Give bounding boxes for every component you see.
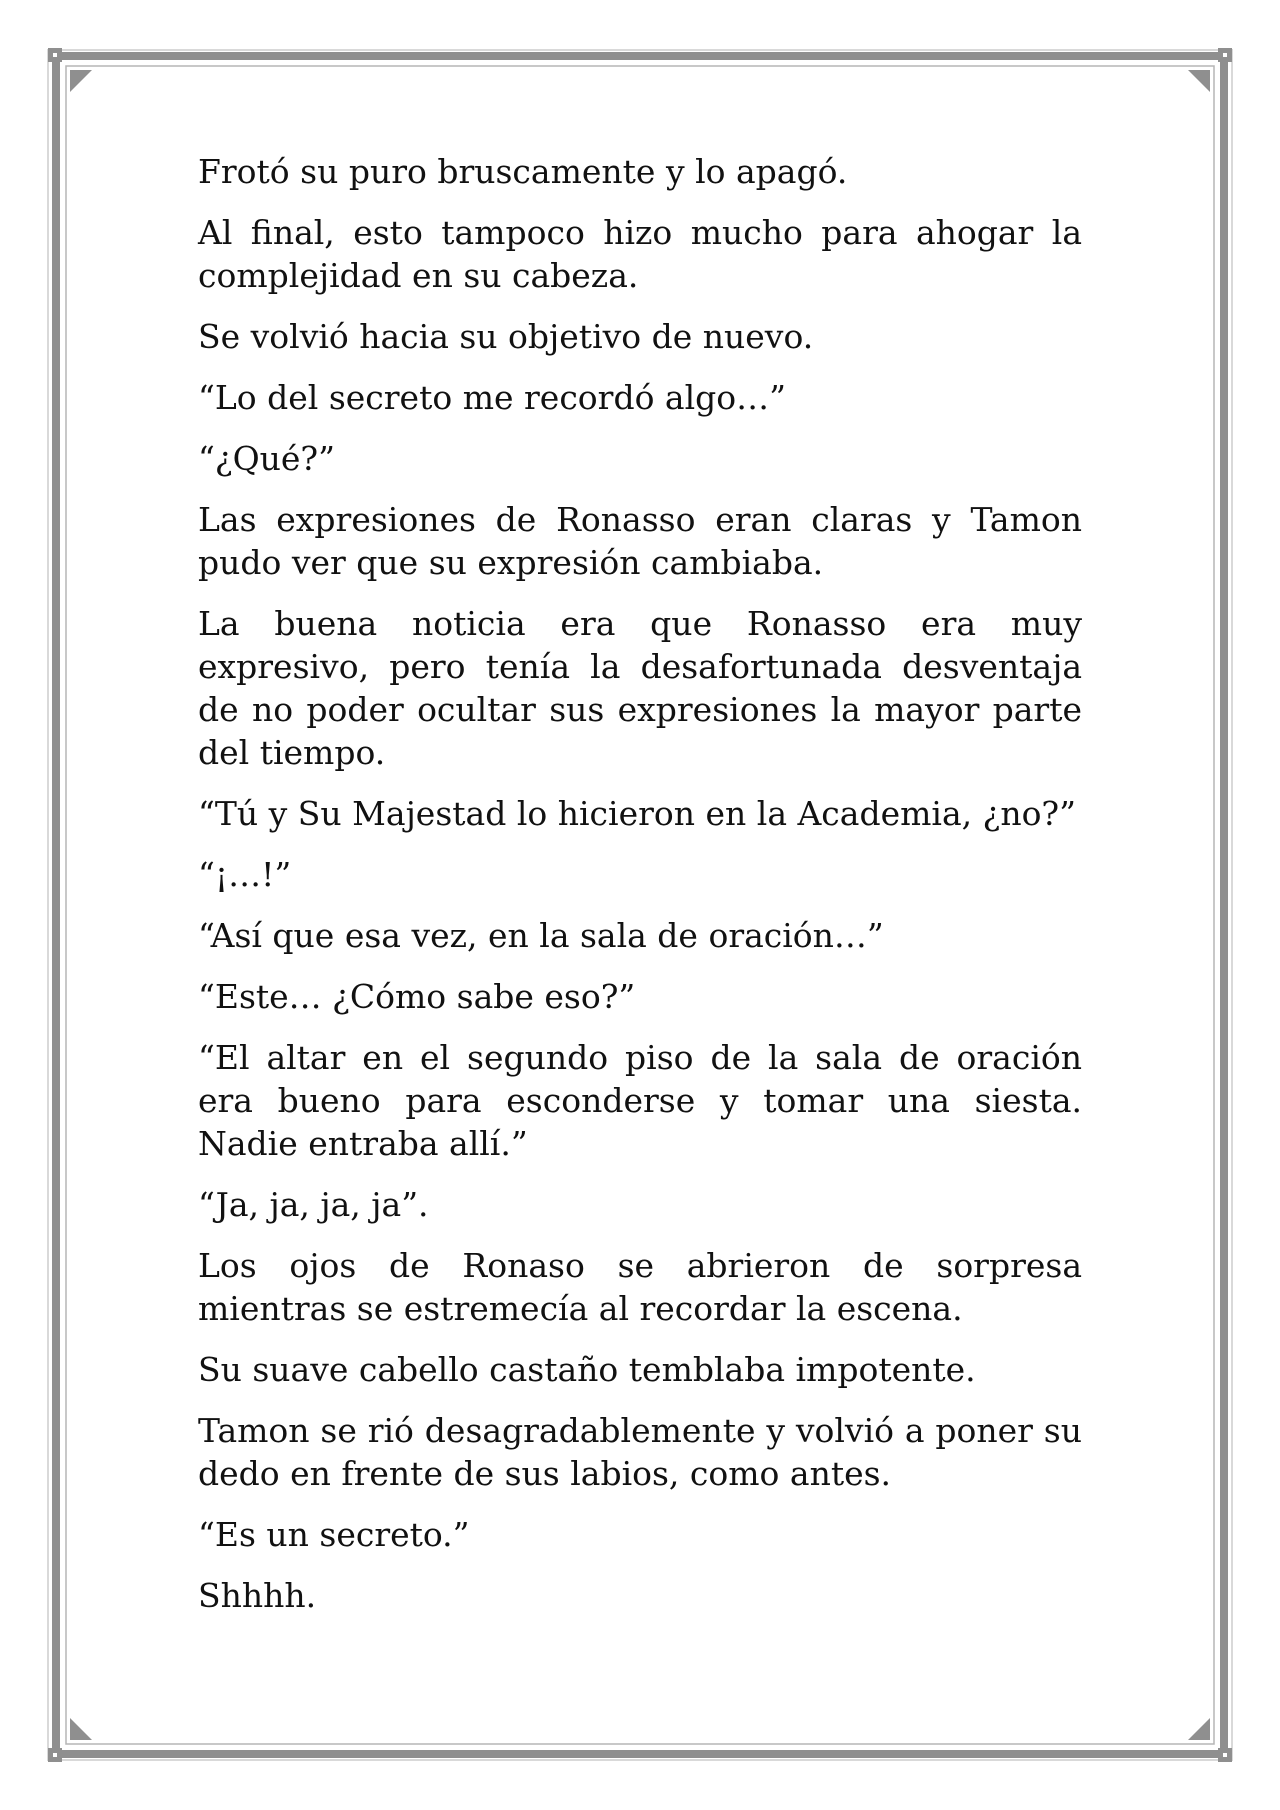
- paragraph: “El altar en el segundo piso de la sala de oración era bueno para esconderse y tomar una siesta. Nadie entraba allí.”: [198, 1038, 1082, 1163]
- paragraph: La buena noticia era que Ronasso era muy expresivo, pero tenía la desafortunada desventaja de no poder ocultar sus expresiones la mayor parte del tiempo.: [198, 604, 1082, 772]
- paragraph: “Tú y Su Majestad lo hicieron en la Academia, ¿no?”: [198, 794, 1076, 833]
- paragraph: Su suave cabello castaño temblaba impotente.: [198, 1350, 976, 1389]
- paragraph: Shhhh.: [198, 1576, 317, 1615]
- paragraph: Las expresiones de Ronasso eran claras y Tamon pudo ver que su expresión cambiaba.: [198, 500, 1082, 582]
- paragraph: Los ojos de Ronaso se abrieron de sorpresa mientras se estremecía al recordar la escena.: [198, 1246, 1082, 1328]
- paragraph: Se volvió hacia su objetivo de nuevo.: [198, 317, 814, 356]
- paragraph: Tamon se rió desagradablemente y volvió a poner su dedo en frente de sus labios, como antes.: [198, 1411, 1082, 1493]
- paragraph: “Es un secreto.”: [198, 1515, 470, 1554]
- paragraph: “Ja, ja, ja, ja”.: [198, 1185, 429, 1224]
- paragraph: “¿Qué?”: [198, 439, 335, 478]
- paragraph: “Este… ¿Cómo sabe eso?”: [198, 977, 636, 1016]
- paragraph: “Lo del secreto me recordó algo…”: [198, 378, 787, 417]
- paragraph: Al final, esto tampoco hizo mucho para ahogar la complejidad en su cabeza.: [198, 213, 1082, 295]
- paragraph: Frotó su puro bruscamente y lo apagó.: [198, 152, 848, 191]
- paragraph: “¡…!”: [198, 855, 292, 894]
- paragraph: “Así que esa vez, en la sala de oración…”: [198, 916, 884, 955]
- page-text: [198, 150, 1082, 1635]
